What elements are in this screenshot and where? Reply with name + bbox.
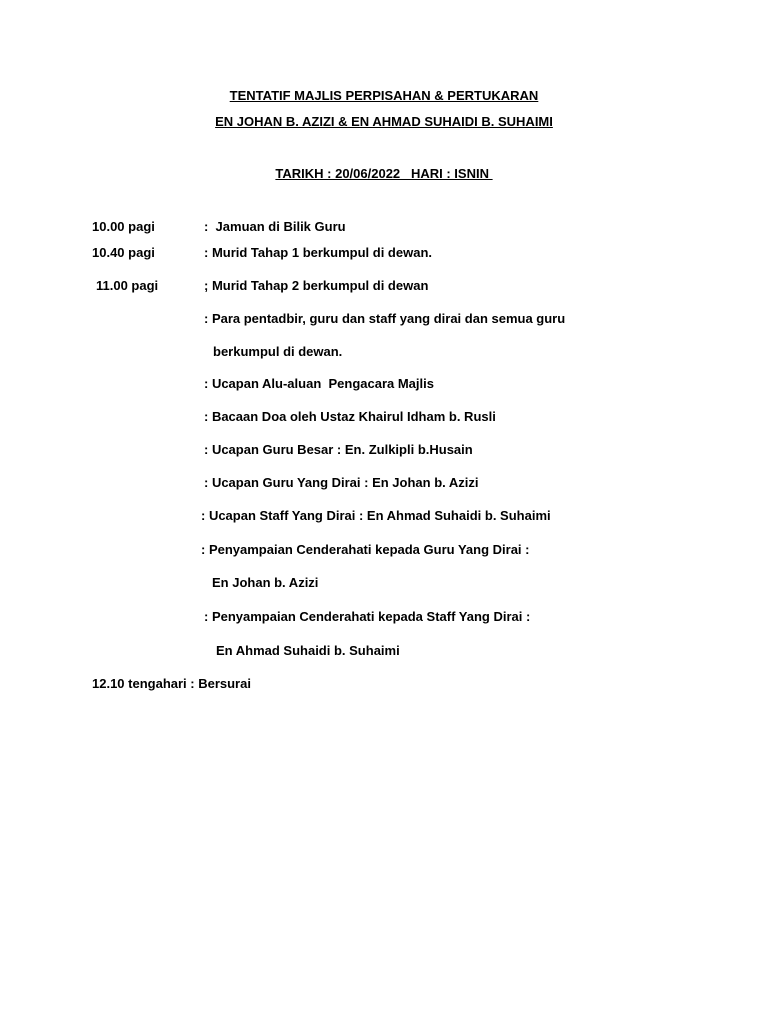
schedule-time-2: 10.40 pagi: [92, 245, 155, 260]
schedule-item-7: : Ucapan Guru Besar : En. Zulkipli b.Husain: [204, 442, 473, 457]
schedule-item-8: : Ucapan Guru Yang Dirai : En Johan b. Azizi: [204, 475, 479, 490]
schedule-item-11-cont: En Ahmad Suhaidi b. Suhaimi: [216, 643, 400, 658]
schedule-item-5: : Ucapan Alu-aluan Pengacara Majlis: [204, 376, 434, 391]
schedule-item-11: : Penyampaian Cenderahati kepada Staff Yang Dirai :: [204, 609, 531, 624]
schedule-time-3: 11.00 pagi: [96, 278, 159, 293]
schedule-item-4-cont: berkumpul di dewan.: [213, 344, 343, 359]
schedule-item-2: : Murid Tahap 1 berkumpul di dewan.: [204, 245, 433, 260]
schedule-item-9: : Ucapan Staff Yang Dirai : En Ahmad Suhaidi b. Suhaimi: [201, 508, 551, 523]
schedule-item-4: : Para pentadbir, guru dan staff yang dirai dan semua guru: [204, 311, 566, 326]
schedule-item-3: ; Murid Tahap 2 berkumpul di dewan: [204, 278, 429, 293]
document-title: TENTATIF MAJLIS PERPISAHAN & PERTUKARAN: [229, 88, 539, 103]
schedule-item-10-cont: En Johan b. Azizi: [212, 575, 319, 590]
closing-line: 12.10 tengahari : Bersurai: [92, 676, 251, 691]
schedule-time-1: 10.00 pagi: [92, 219, 155, 234]
document-subtitle: EN JOHAN B. AZIZI & EN AHMAD SUHAIDI B. SUHAIMI: [215, 114, 553, 129]
schedule-item-10: : Penyampaian Cenderahati kepada Guru Yang Dirai :: [201, 542, 530, 557]
date-day-line: TARIKH : 20/06/2022 HARI : ISNIN: [275, 166, 493, 181]
schedule-item-1: : Jamuan di Bilik Guru: [204, 219, 346, 234]
schedule-item-6: : Bacaan Doa oleh Ustaz Khairul Idham b. Rusli: [204, 409, 496, 424]
